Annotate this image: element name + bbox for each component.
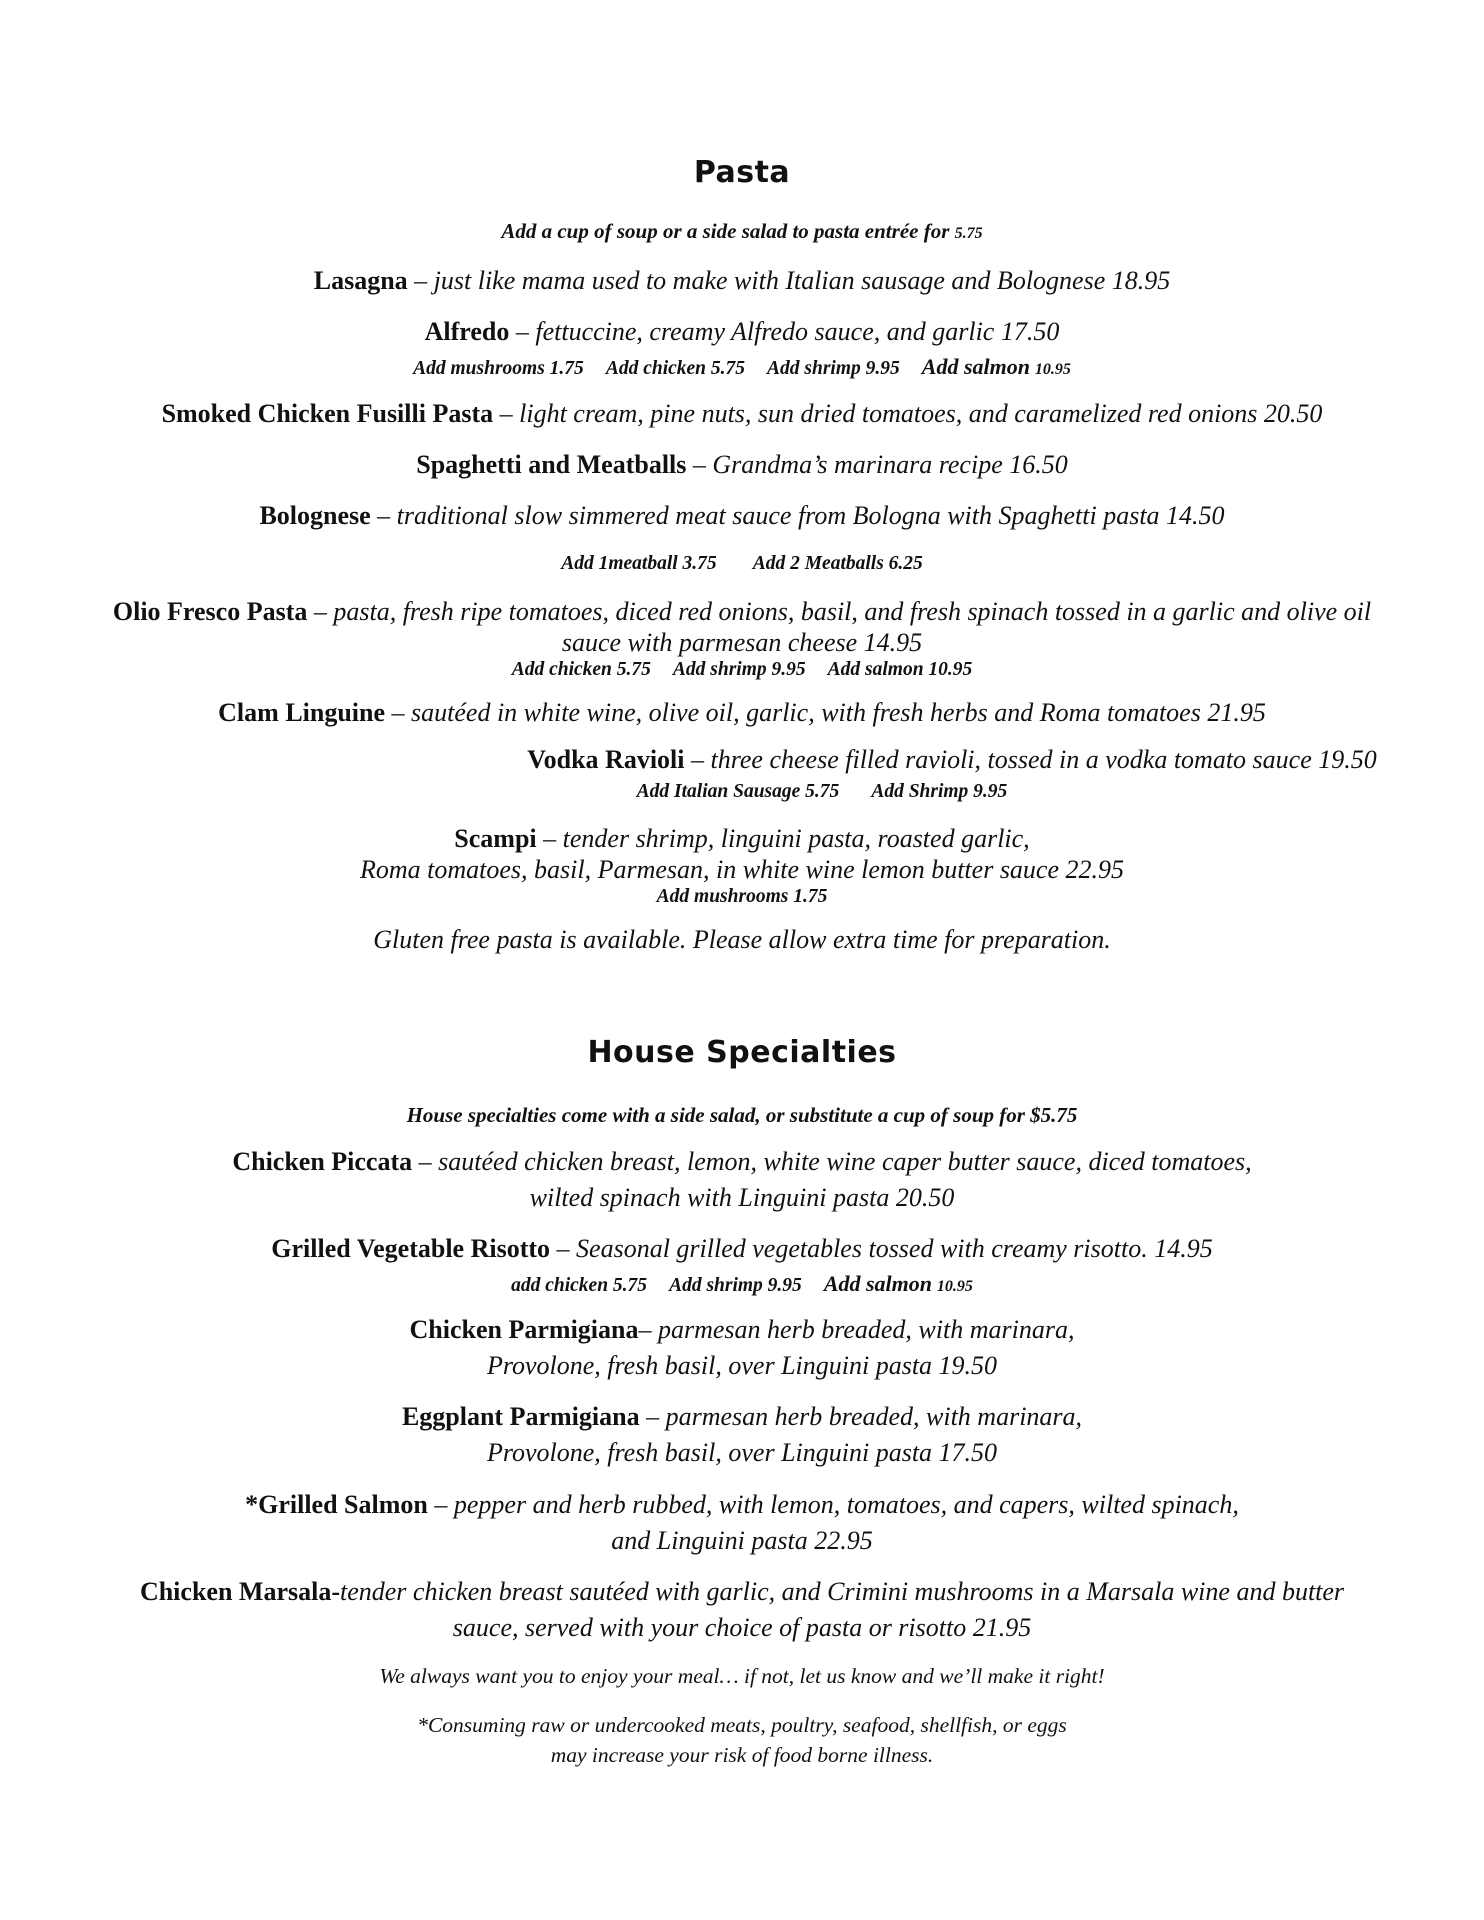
item-chicken-piccata: Chicken Piccata – sautéed chicken breast, lemon, white wine caper butter sauce, diced tomatoes, bbox=[232, 1147, 1252, 1176]
alfredo-addons: Add mushrooms 1.75 Add chicken 5.75 Add shrimp 9.95 Add salmon 10.95 bbox=[413, 354, 1071, 379]
risotto-addons: add chicken 5.75 Add shrimp 9.95 Add salmon 10.95 bbox=[511, 1271, 973, 1296]
ravioli-addons: Add Italian Sausage 5.75 Add Shrimp 9.95 bbox=[636, 781, 1008, 802]
item-eggplant-parmigiana-line2: Provolone, fresh basil, over Linguini pasta 17.50 bbox=[486, 1438, 998, 1467]
item-chicken-parmigiana: Chicken Parmigiana– parmesan herb breaded, with marinara, bbox=[409, 1315, 1075, 1344]
item-chicken-parmigiana-line2: Provolone, fresh basil, over Linguini pasta 19.50 bbox=[486, 1351, 998, 1380]
item-spaghetti-meatballs: Spaghetti and Meatballs – Grandma’s marinara recipe 16.50 bbox=[416, 450, 1068, 479]
item-chicken-piccata-line2: wilted spinach with Linguini pasta 20.50 bbox=[529, 1183, 955, 1212]
scampi-addons: Add mushrooms 1.75 bbox=[656, 886, 828, 907]
item-eggplant-parmigiana: Eggplant Parmigiana – parmesan herb breaded, with marinara, bbox=[401, 1402, 1083, 1431]
item-clam-linguine: Clam Linguine – sautéed in white wine, olive oil, garlic, with fresh herbs and Roma tomatoes 21.95 bbox=[218, 698, 1266, 727]
olio-addons: Add chicken 5.75 Add shrimp 9.95 Add salmon 10.95 bbox=[511, 659, 973, 680]
bolognese-addons: Add 1meatball 3.75 Add 2 Meatballs 6.25 bbox=[561, 553, 923, 574]
enjoy-note: We always want you to enjoy your meal… if not, let us know and we’ll make it right! bbox=[379, 1664, 1105, 1688]
gluten-free-note: Gluten free pasta is available. Please allow extra time for preparation. bbox=[373, 925, 1111, 954]
item-olio-fresco-line2: sauce with parmesan cheese 14.95 bbox=[561, 628, 923, 657]
consumption-warning-line2: may increase your risk of food borne illness. bbox=[550, 1743, 934, 1767]
item-olio-fresco: Olio Fresco Pasta – pasta, fresh ripe tomatoes, diced red onions, basil, and fresh spinach tossed in a garlic and olive oil bbox=[112, 597, 1372, 626]
item-scampi-line2: Roma tomatoes, basil, Parmesan, in white wine lemon butter sauce 22.95 bbox=[359, 855, 1125, 884]
item-bolognese: Bolognese – traditional slow simmered meat sauce from Bologna with Spaghetti pasta 14.50 bbox=[259, 501, 1225, 530]
item-grilled-salmon: *Grilled Salmon – pepper and herb rubbed, with lemon, tomatoes, and capers, wilted spinach, bbox=[245, 1490, 1239, 1519]
pasta-note: Add a cup of soup or a side salad to pasta entrée for 5.75 bbox=[501, 219, 983, 243]
item-alfredo: Alfredo – fettuccine, creamy Alfredo sauce, and garlic 17.50 bbox=[424, 317, 1060, 346]
house-heading: House Specialties bbox=[587, 1035, 897, 1070]
item-lasagna: Lasagna – just like mama used to make with Italian sausage and Bolognese 18.95 bbox=[313, 266, 1171, 295]
consumption-warning-line1: *Consuming raw or undercooked meats, poultry, seafood, shellfish, or eggs bbox=[417, 1713, 1067, 1737]
item-scampi: Scampi – tender shrimp, linguini pasta, roasted garlic, bbox=[454, 824, 1030, 853]
item-chicken-marsala-line2: sauce, served with your choice of pasta or risotto 21.95 bbox=[452, 1613, 1032, 1642]
item-chicken-marsala: Chicken Marsala-tender chicken breast sautéed with garlic, and Crimini mushrooms in a Marsala wine and butter bbox=[139, 1577, 1345, 1606]
item-vodka-ravioli: Vodka Ravioli – three cheese filled ravioli, tossed in a vodka tomato sauce 19.50 bbox=[527, 745, 1377, 774]
item-grilled-salmon-line2: and Linguini pasta 22.95 bbox=[611, 1526, 873, 1555]
pasta-heading: Pasta bbox=[693, 155, 791, 190]
item-smoked-chicken-fusilli: Smoked Chicken Fusilli Pasta – light cream, pine nuts, sun dried tomatoes, and caramelized red onions 20.50 bbox=[161, 399, 1323, 428]
item-grilled-vegetable-risotto: Grilled Vegetable Risotto – Seasonal grilled vegetables tossed with creamy risotto. 14.95 bbox=[271, 1234, 1213, 1263]
house-note: House specialties come with a side salad, or substitute a cup of soup for $5.75 bbox=[406, 1103, 1078, 1127]
